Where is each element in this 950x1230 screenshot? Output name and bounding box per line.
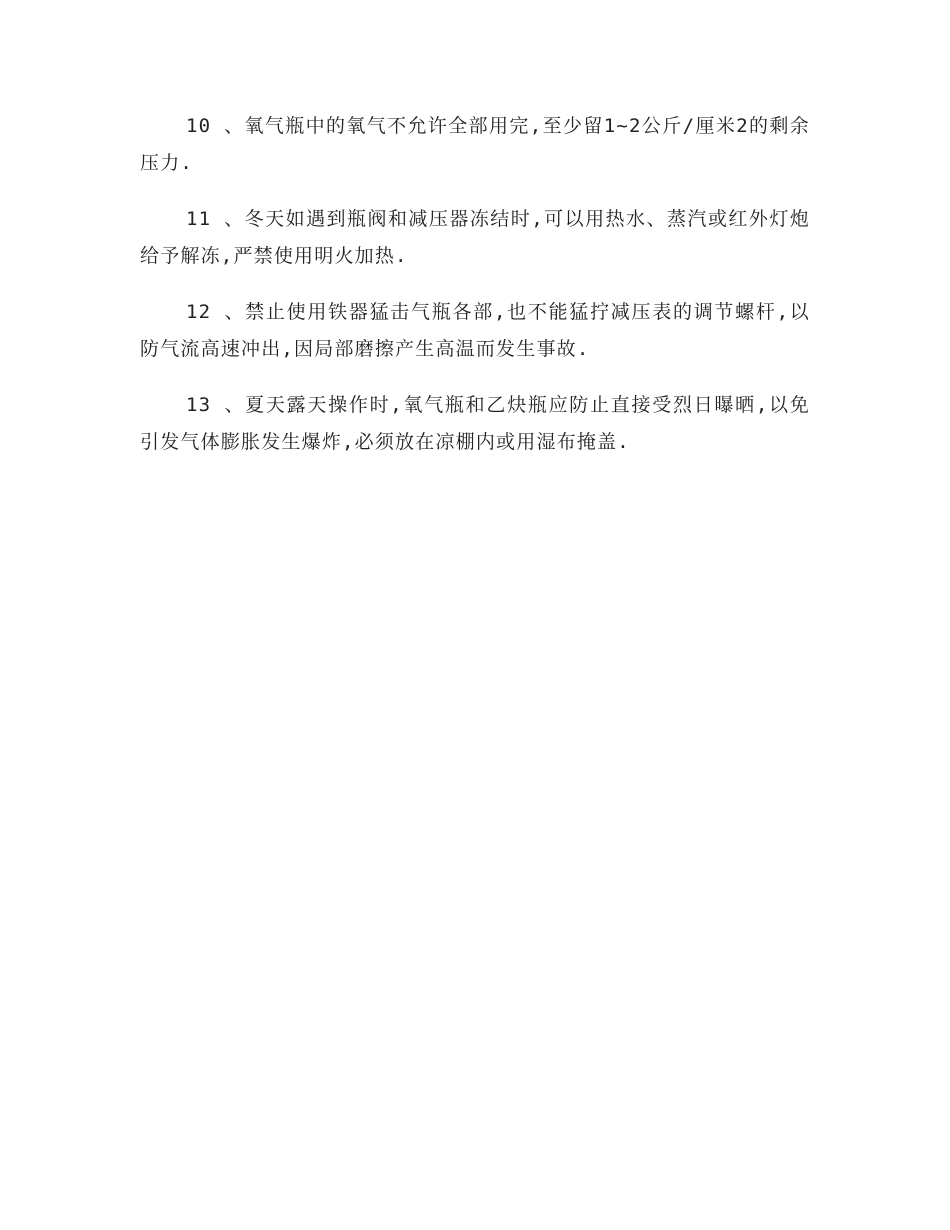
paragraph-11: 11 、冬天如遇到瓶阀和减压器冻结时,可以用热水、蒸汽或红外灯炮给予解冻,严禁使用明火加热. [140,208,810,267]
paragraph-10: 10 、氧气瓶中的氧气不允许全部用完,至少留1~2公斤/厘米2的剩余压力. [140,115,810,174]
paragraph-12: 12 、禁止使用铁器猛击气瓶各部,也不能猛拧减压表的调节螺杆,以防气流高速冲出,因局部磨擦产生高温而发生事故. [140,301,810,360]
document-body [140,108,810,480]
paragraph-13: 13 、夏天露天操作时,氧气瓶和乙炔瓶应防止直接受烈日曝晒,以免引发气体膨胀发生爆炸,必须放在凉棚内或用湿布掩盖. [140,394,810,453]
